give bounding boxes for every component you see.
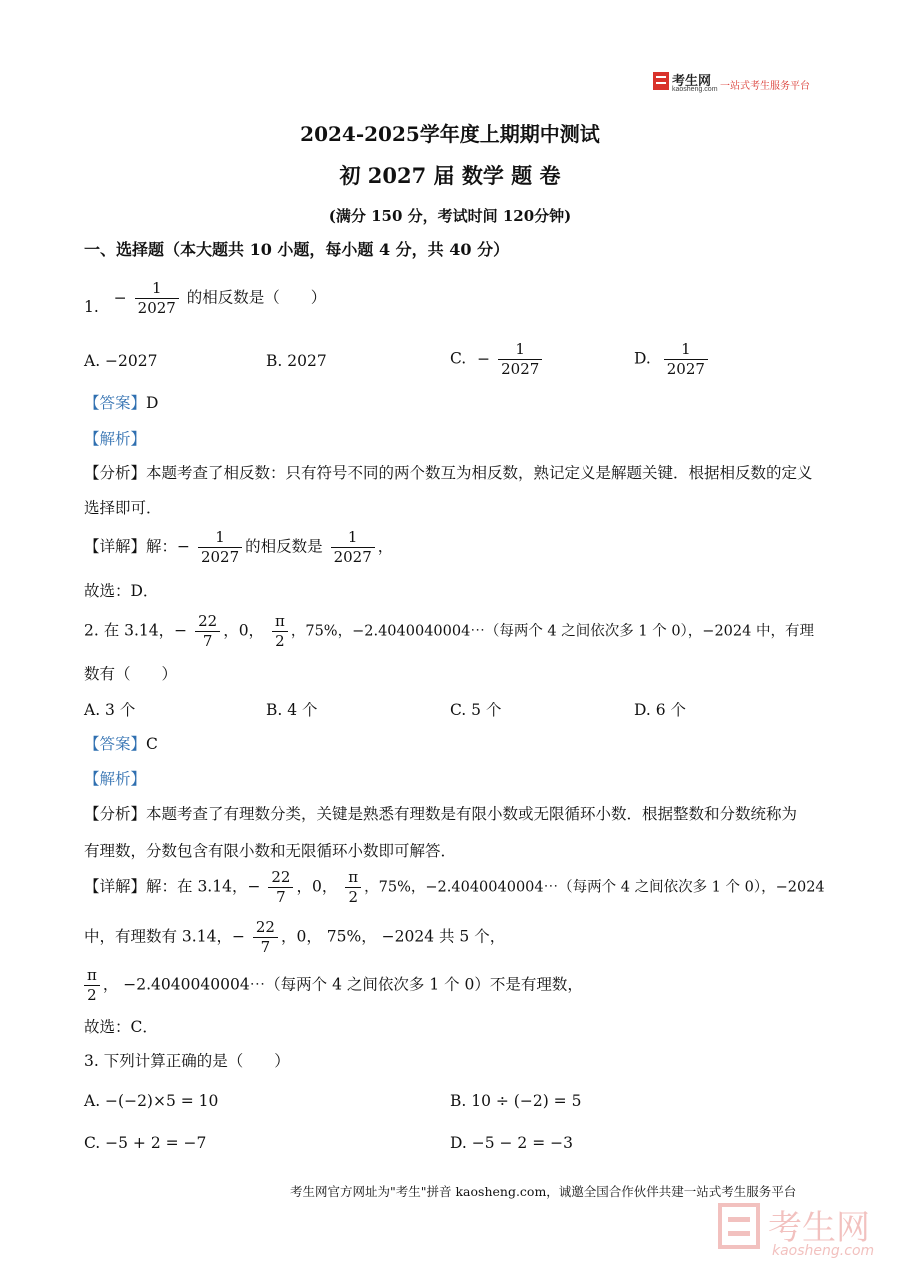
logo-text: 考生网 xyxy=(672,73,712,88)
answer-label: 【答案】 xyxy=(84,735,147,753)
kaosheng-logo-icon xyxy=(653,72,669,90)
exam-subtitle: 初 2027 届 数学 题 卷 xyxy=(339,163,561,188)
fraction-numerator: 22 xyxy=(195,612,220,632)
q1-option-c xyxy=(450,340,545,379)
exam-title: 2024-2025学年度上期期中测试 xyxy=(300,122,600,146)
answer-value: C xyxy=(146,735,158,753)
d3-post: ， −2.4040040004⋯（每两个 4 之间依次多 1 个 0）不是有理数， xyxy=(102,975,583,994)
q2-detail-line2 xyxy=(84,918,505,957)
detail-fraction-1 xyxy=(198,528,242,567)
fenxi-text: 本题考查了有理数分类，关键是熟悉有理数是有限小数或无限循环小数．根据整数和分数统称为 xyxy=(146,805,798,823)
option-d-label: D. xyxy=(634,349,651,368)
logo-subtext: kaosheng.com xyxy=(672,86,718,93)
answer-value: D xyxy=(146,394,159,412)
q2-answer xyxy=(84,733,158,755)
q2-option-a: A. 3 个 xyxy=(84,701,136,719)
fraction-denominator: 7 xyxy=(202,632,213,650)
question-1-fraction xyxy=(135,279,179,318)
question-3-stem: 3. 下列计算正确的是（ ） xyxy=(84,1052,290,1070)
d1-fraction-pi-2 xyxy=(345,868,361,907)
fraction-numerator: 1 xyxy=(331,528,375,548)
q1-answer xyxy=(84,392,158,414)
q2-option-b: B. 4 个 xyxy=(266,701,318,719)
detail-pre: 解：− xyxy=(146,537,191,556)
fenxi-label: 【分析】 xyxy=(84,464,147,482)
watermark-logo-icon xyxy=(718,1203,760,1249)
fraction-denominator: 2027 xyxy=(666,360,705,378)
fraction-denominator: 2027 xyxy=(137,299,176,317)
detail-mid: 的相反数是 xyxy=(245,537,323,556)
d3-fraction-pi-2 xyxy=(84,966,100,1005)
question-1-number: 1. xyxy=(84,298,99,316)
q2-fraction-22-7 xyxy=(195,612,220,651)
q2-detail-line1 xyxy=(84,868,825,907)
q1-fenxi-cont: 选择即可． xyxy=(84,499,162,517)
q2-fraction-pi-2 xyxy=(272,612,288,651)
fenxi-text: 本题考查了相反数：只有符号不同的两个数互为相反数，熟记定义是解题关键．根据相反数的定义 xyxy=(146,464,813,482)
question-2-stem xyxy=(84,612,814,651)
d1-mid: ，0， xyxy=(296,877,338,896)
d2-pre: 中，有理数有 3.14，− xyxy=(84,927,245,946)
q2-conclusion: 故选：C． xyxy=(84,1018,158,1036)
detail-fraction-2 xyxy=(331,528,375,567)
q1-analysis-label: 【解析】 xyxy=(84,430,147,448)
fraction-denominator: 2027 xyxy=(200,548,240,566)
q1-option-b: B. 2027 xyxy=(266,352,327,370)
q1-option-a: A. −2027 xyxy=(84,352,158,370)
q1-fenxi xyxy=(84,462,813,484)
q2-option-d: D. 6 个 xyxy=(634,701,687,719)
fraction-numerator: π xyxy=(272,612,288,632)
detail-end: ， xyxy=(377,537,394,556)
fraction-denominator: 2027 xyxy=(501,360,540,378)
fraction-denominator: 2 xyxy=(275,632,285,650)
d2-fraction-22-7 xyxy=(253,918,278,957)
fraction-numerator: 22 xyxy=(268,868,293,888)
d1-fraction-22-7 xyxy=(268,868,293,907)
q2-fenxi-cont: 有理数，分数包含有限小数和无限循环小数即可解答． xyxy=(84,842,457,860)
option-c-fraction xyxy=(498,340,542,379)
q1-conclusion: 故选：D． xyxy=(84,582,159,600)
watermark-text: 考生网 xyxy=(768,1208,870,1248)
fraction-numerator: π xyxy=(84,966,100,986)
option-c-label: C. xyxy=(450,349,467,368)
q1-option-d xyxy=(634,340,711,379)
q2-analysis-label: 【解析】 xyxy=(84,770,147,788)
xiangjie-label: 【详解】 xyxy=(84,537,147,556)
d1-pre: 解：在 3.14，− xyxy=(146,877,261,896)
q2-stem-pre: 2. 在 3.14，− xyxy=(84,621,188,640)
exam-info: (满分 150 分，考试时间 120分钟) xyxy=(328,207,572,225)
q2-fenxi xyxy=(84,803,797,825)
q3-option-a: A. −(−2)×5 = 10 xyxy=(84,1092,219,1110)
question-1-minus: − xyxy=(113,288,127,307)
question-1-text: 的相反数是（ ） xyxy=(186,288,327,307)
fraction-denominator: 2 xyxy=(348,888,358,906)
fraction-denominator: 2 xyxy=(87,986,97,1004)
fraction-numerator: 1 xyxy=(498,340,542,360)
d1-post: ，75%，−2.4040040004⋯（每两个 4 之间依次多 1 个 0），−2024 xyxy=(364,879,825,896)
d2-post: ，0， 75%， −2024 共 5 个， xyxy=(280,927,506,946)
answer-label: 【答案】 xyxy=(84,394,147,412)
fraction-numerator: π xyxy=(345,868,361,888)
q3-option-b: B. 10 ÷ (−2) = 5 xyxy=(450,1092,582,1110)
option-d-fraction xyxy=(664,340,708,379)
question-1-stem xyxy=(84,279,326,318)
q2-stem-mid2: ，75%，−2.4040040004⋯（每两个 4 之间依次多 1 个 0），−2024 中，有理 xyxy=(290,623,814,640)
fenxi-label: 【分析】 xyxy=(84,805,147,823)
footer-text: 考生网官方网址为"考生"拼音 kaosheng.com，诚邀全国合作伙伴共建一站式考生服务平台 xyxy=(290,1184,797,1199)
header-slogan: 一站式考生服务平台 xyxy=(720,81,810,92)
fraction-numerator: 1 xyxy=(198,528,242,548)
q2-option-c: C. 5 个 xyxy=(450,701,502,719)
q2-detail-line3 xyxy=(84,966,583,1005)
watermark-subtext: kaosheng.com xyxy=(772,1243,875,1259)
fraction-denominator: 2027 xyxy=(333,548,372,566)
fraction-numerator: 22 xyxy=(253,918,278,938)
q1-detail xyxy=(84,528,393,567)
option-c-sign: − xyxy=(477,349,491,368)
q3-option-c: C. −5 + 2 = −7 xyxy=(84,1134,207,1152)
q2-stem-line2: 数有（ ） xyxy=(84,665,178,683)
fraction-numerator: 1 xyxy=(664,340,708,360)
fraction-numerator: 1 xyxy=(135,279,179,299)
q2-stem-mid1: ，0， xyxy=(223,621,265,640)
section-heading: 一、选择题（本大题共 10 小题，每小题 4 分，共 40 分） xyxy=(84,240,510,259)
xiangjie-label: 【详解】 xyxy=(84,877,147,896)
fraction-denominator: 7 xyxy=(260,938,271,956)
fraction-denominator: 7 xyxy=(276,888,286,906)
q3-option-d: D. −5 − 2 = −3 xyxy=(450,1134,573,1152)
